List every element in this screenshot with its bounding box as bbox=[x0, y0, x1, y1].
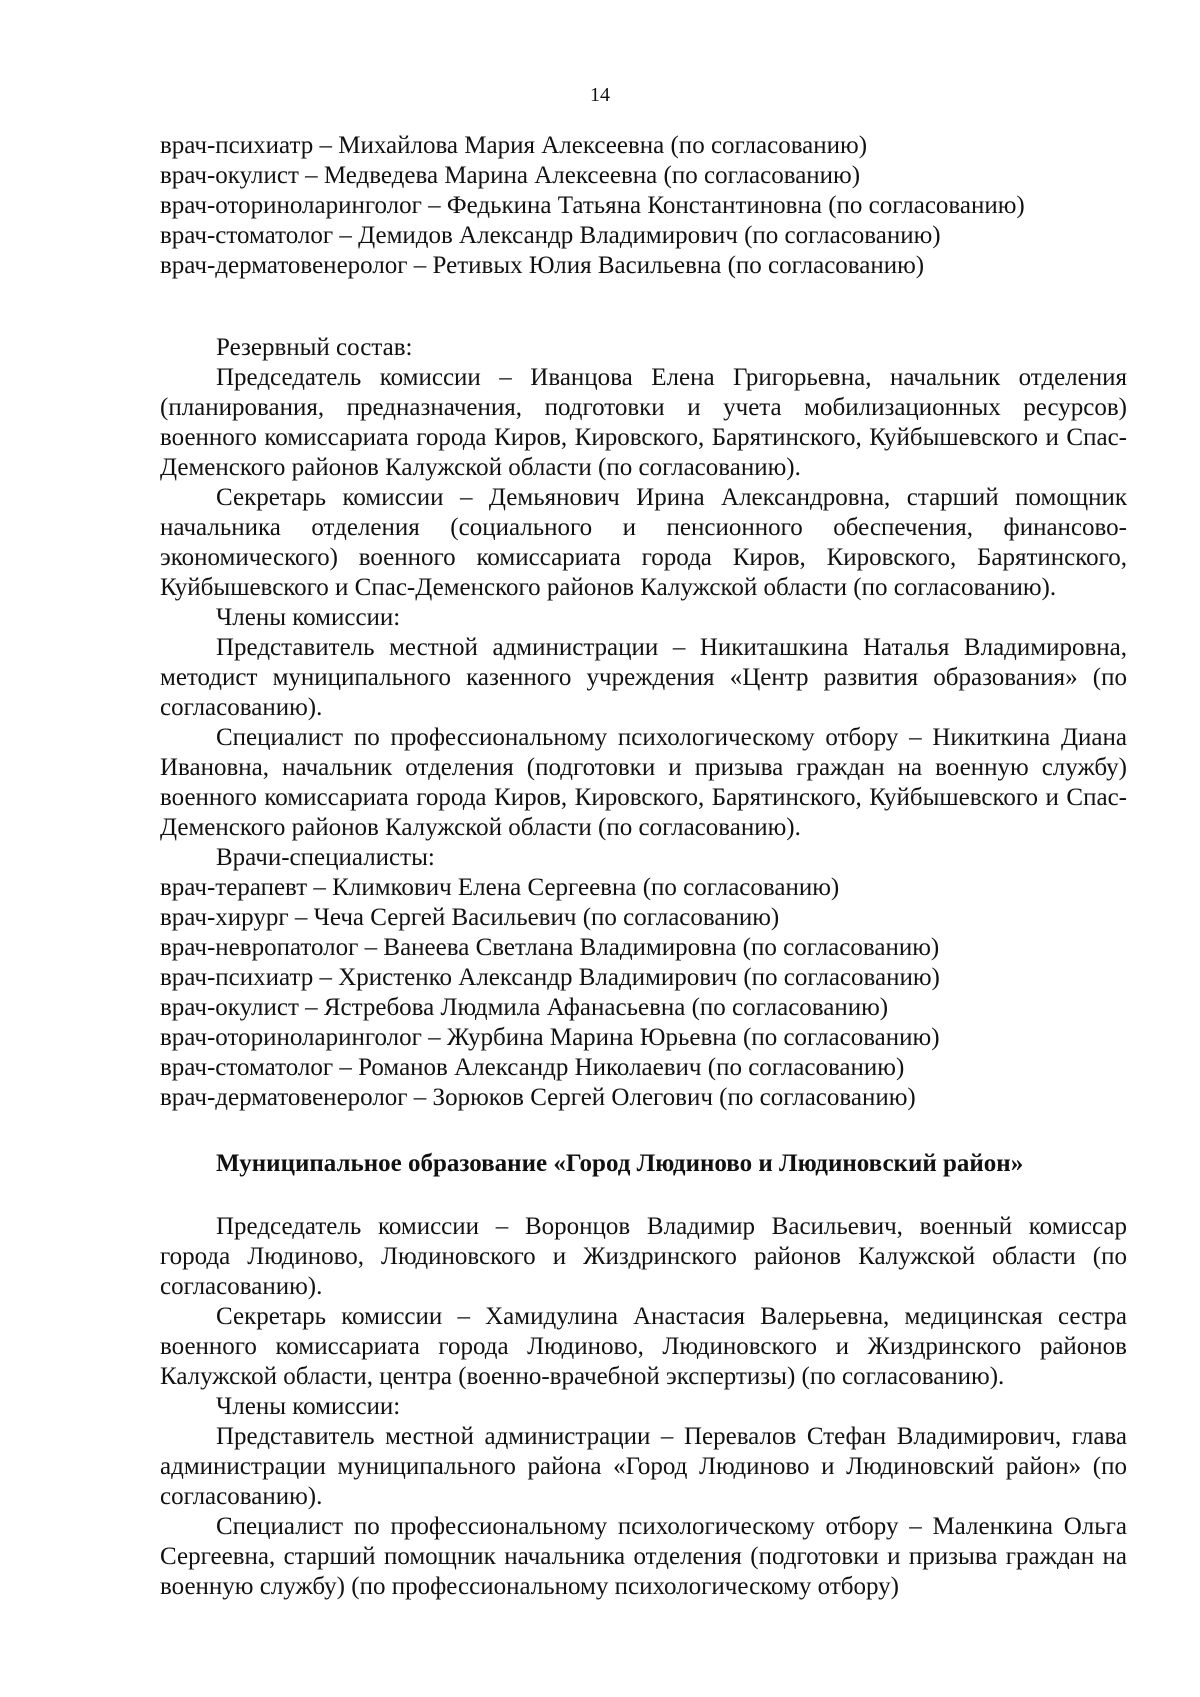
reserve-doctors-label: Врачи-специалисты: bbox=[216, 844, 435, 871]
reserve-admin-rep: Представитель местной администрации – Никиташкина Наталья Владимировна, методист муниципального казенного учреждения «Центр развития образования» (по согласованию). bbox=[160, 634, 1127, 721]
reserve-section bbox=[160, 333, 1127, 1113]
list-item: врач-невропатолог – Ванеева Светлана Владимировна (по согласованию) bbox=[160, 934, 940, 961]
list-item: врач-психиатр – Михайлова Мария Алексеевна (по согласованию) bbox=[160, 132, 868, 159]
lyudinovo-chairman: Председатель комиссии – Воронцов Владимир Васильевич, военный комиссар города Людиново, Людиновского и Жиздринского районов Калужской области (по согласованию). bbox=[160, 1213, 1127, 1300]
reserve-doctors-list bbox=[160, 873, 1127, 1113]
section-heading: Муниципальное образование «Город Людиново и Людиновский район» bbox=[216, 1150, 1024, 1177]
page-number: 14 bbox=[590, 84, 610, 106]
list-item: врач-дерматовенеролог – Ретивых Юлия Васильевна (по согласованию) bbox=[160, 252, 925, 279]
lyudinovo-admin-rep: Представитель местной администрации – Перевалов Стефан Владимирович, глава администрации муниципального района «Город Людиново и Людиновский район» (по согласованию). bbox=[160, 1423, 1127, 1510]
list-item: врач-оториноларинголог – Журбина Марина Юрьевна (по согласованию) bbox=[160, 1024, 940, 1051]
lyudinovo-members-label: Члены комиссии: bbox=[216, 1393, 401, 1420]
reserve-secretary: Секретарь комиссии – Демьянович Ирина Александровна, старший помощник начальника отделения (социального и пенсионного обеспечения, финансово-экономического) военного комиссариата города Киров, Кировского, Барятинского, Куйбышевского и Спас-Деменского районов Калужской области (по согласованию). bbox=[160, 484, 1127, 601]
reserve-members-label: Члены комиссии: bbox=[216, 604, 401, 631]
reserve-title: Резервный состав: bbox=[216, 334, 413, 361]
list-item: врач-стоматолог – Романов Александр Николаевич (по согласованию) bbox=[160, 1054, 905, 1081]
reserve-chairman: Председатель комиссии – Иванцова Елена Григорьевна, начальник отделения (планирования, предназначения, подготовки и учета мобилизационных ресурсов) военного комиссариата города Киров, Кировского, Барятинского, Куйбышевского и Спас-Деменского районов Калужской области (по согласованию). bbox=[160, 364, 1127, 481]
list-item: врач-окулист – Медведева Марина Алексеевна (по согласованию) bbox=[160, 162, 861, 189]
reserve-psych-specialist: Специалист по профессиональному психологическому отбору – Никиткина Диана Ивановна, начальник отделения (подготовки и призыва граждан на военную службу) военного комиссариата города Киров, Кировского, Барятинского, Куйбышевского и Спас-Деменского районов Калужской области (по согласованию). bbox=[160, 724, 1127, 841]
list-item: врач-стоматолог – Демидов Александр Владимирович (по согласованию) bbox=[160, 222, 941, 249]
lyudinovo-section bbox=[160, 1212, 1127, 1602]
lyudinovo-psych-specialist: Специалист по профессиональному психологическому отбору – Маленкина Ольга Сергеевна, старший помощник начальника отделения (подготовки и призыва граждан на военную службу) (по профессиональному психологическому отбору) bbox=[160, 1513, 1127, 1600]
top-doctors-list bbox=[160, 131, 1127, 281]
lyudinovo-secretary: Секретарь комиссии – Хамидулина Анастасия Валерьевна, медицинская сестра военного комиссариата города Людиново, Людиновского и Жиздринского районов Калужской области, центра (военно-врачебной экспертизы) (по согласованию). bbox=[160, 1303, 1127, 1390]
list-item: врач-психиатр – Христенко Александр Владимирович (по согласованию) bbox=[160, 964, 940, 991]
list-item: врач-оториноларинголог – Федькина Татьяна Константиновна (по согласованию) bbox=[160, 192, 1025, 219]
list-item: врач-окулист – Ястребова Людмила Афанасьевна (по согласованию) bbox=[160, 994, 889, 1021]
list-item: врач-терапевт – Климкович Елена Сергеевна (по согласованию) bbox=[160, 874, 840, 901]
list-item: врач-дерматовенеролог – Зорюков Сергей Олегович (по согласованию) bbox=[160, 1084, 916, 1111]
list-item: врач-хирург – Чеча Сергей Васильевич (по согласованию) bbox=[160, 904, 780, 931]
